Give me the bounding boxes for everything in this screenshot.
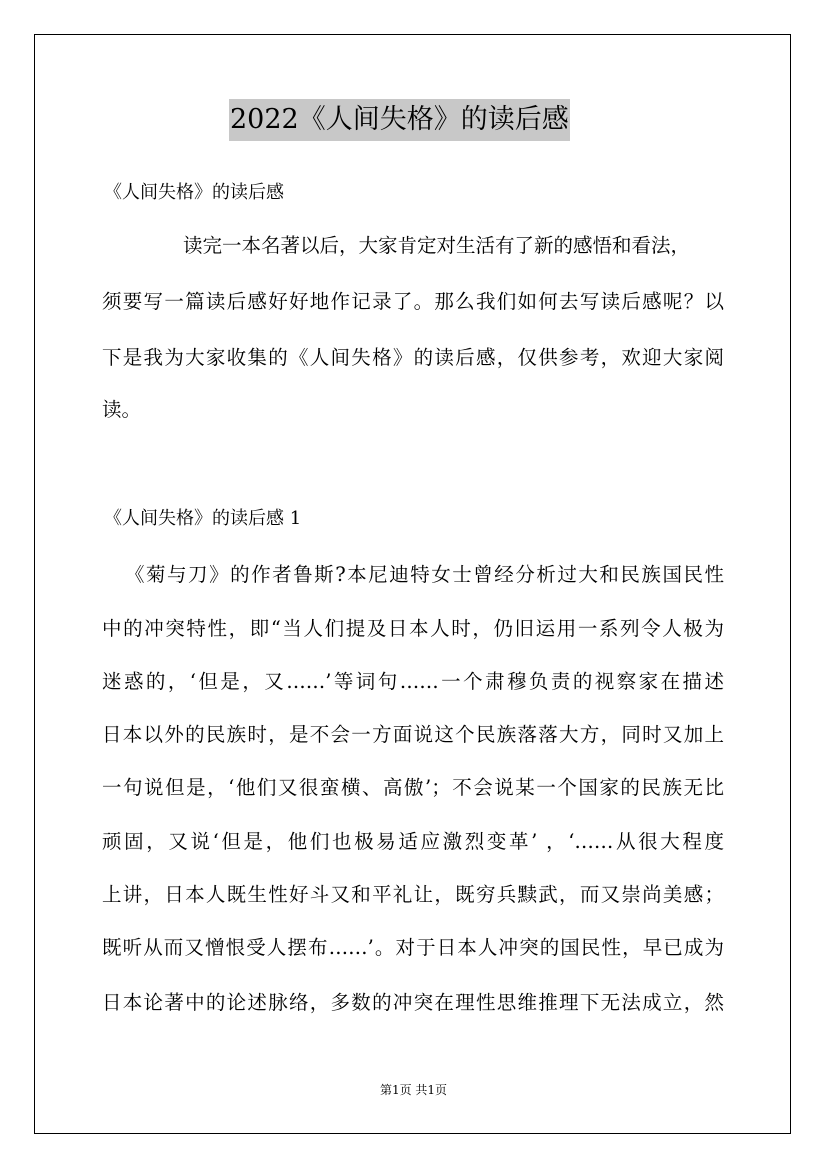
section-paragraph-line: 迷惑的，‘但是，又……’等词句……一个肃穆负责的视察家在描述 [102,670,724,693]
section-paragraph-line: 一句说但是，‘他们又很蛮横、高傲’；不会说某一个国家的民族无比 [102,776,724,799]
section-paragraph-line: 日本论著中的论述脉络，多数的冲突在理性思维推理下无法成立，然 [102,991,724,1014]
section-paragraph-line: 既听从而又憎恨受人摆布……’。对于日本人冲突的国民性，早已成为 [102,936,724,959]
intro-paragraph-line: 须要写一篇读后感好好地作记录了。那么我们如何去写读后感呢？以 [102,290,724,313]
section-paragraph-line: 中的冲突特性，即“当人们提及日本人时，仍旧运用一系列令人极为 [102,617,724,640]
intro-paragraph-line: 读完一本名著以后，大家肯定对生活有了新的感悟和看法， [183,234,691,257]
section-paragraph-line: 上讲，日本人既生性好斗又和平礼让，既穷兵黩武，而又崇尚美感； [102,883,724,906]
intro-paragraph-line: 读。 [102,398,142,421]
section-paragraph-line: 顽固，又说‘但是，他们也极易适应激烈变革’ ，‘……从很大程度 [102,830,724,853]
intro-heading: 《人间失格》的读后感 [104,182,284,203]
section-paragraph-line: 日本以外的民族时，是不会一方面说这个民族落落大方，同时又加上 [102,723,724,746]
page-footer: 第1页 共1页 [379,1083,448,1097]
document-title: 2022《人间失格》的读后感 [229,99,570,141]
section-heading: 《人间失格》的读后感 1 [104,508,302,529]
intro-paragraph-line: 下是我为大家收集的《人间失格》的读后感，仅供参考，欢迎大家阅 [102,346,724,369]
section-paragraph-line: 《菊与刀》的作者鲁斯?本尼迪特女士曾经分析过大和民族国民性 [125,563,724,586]
